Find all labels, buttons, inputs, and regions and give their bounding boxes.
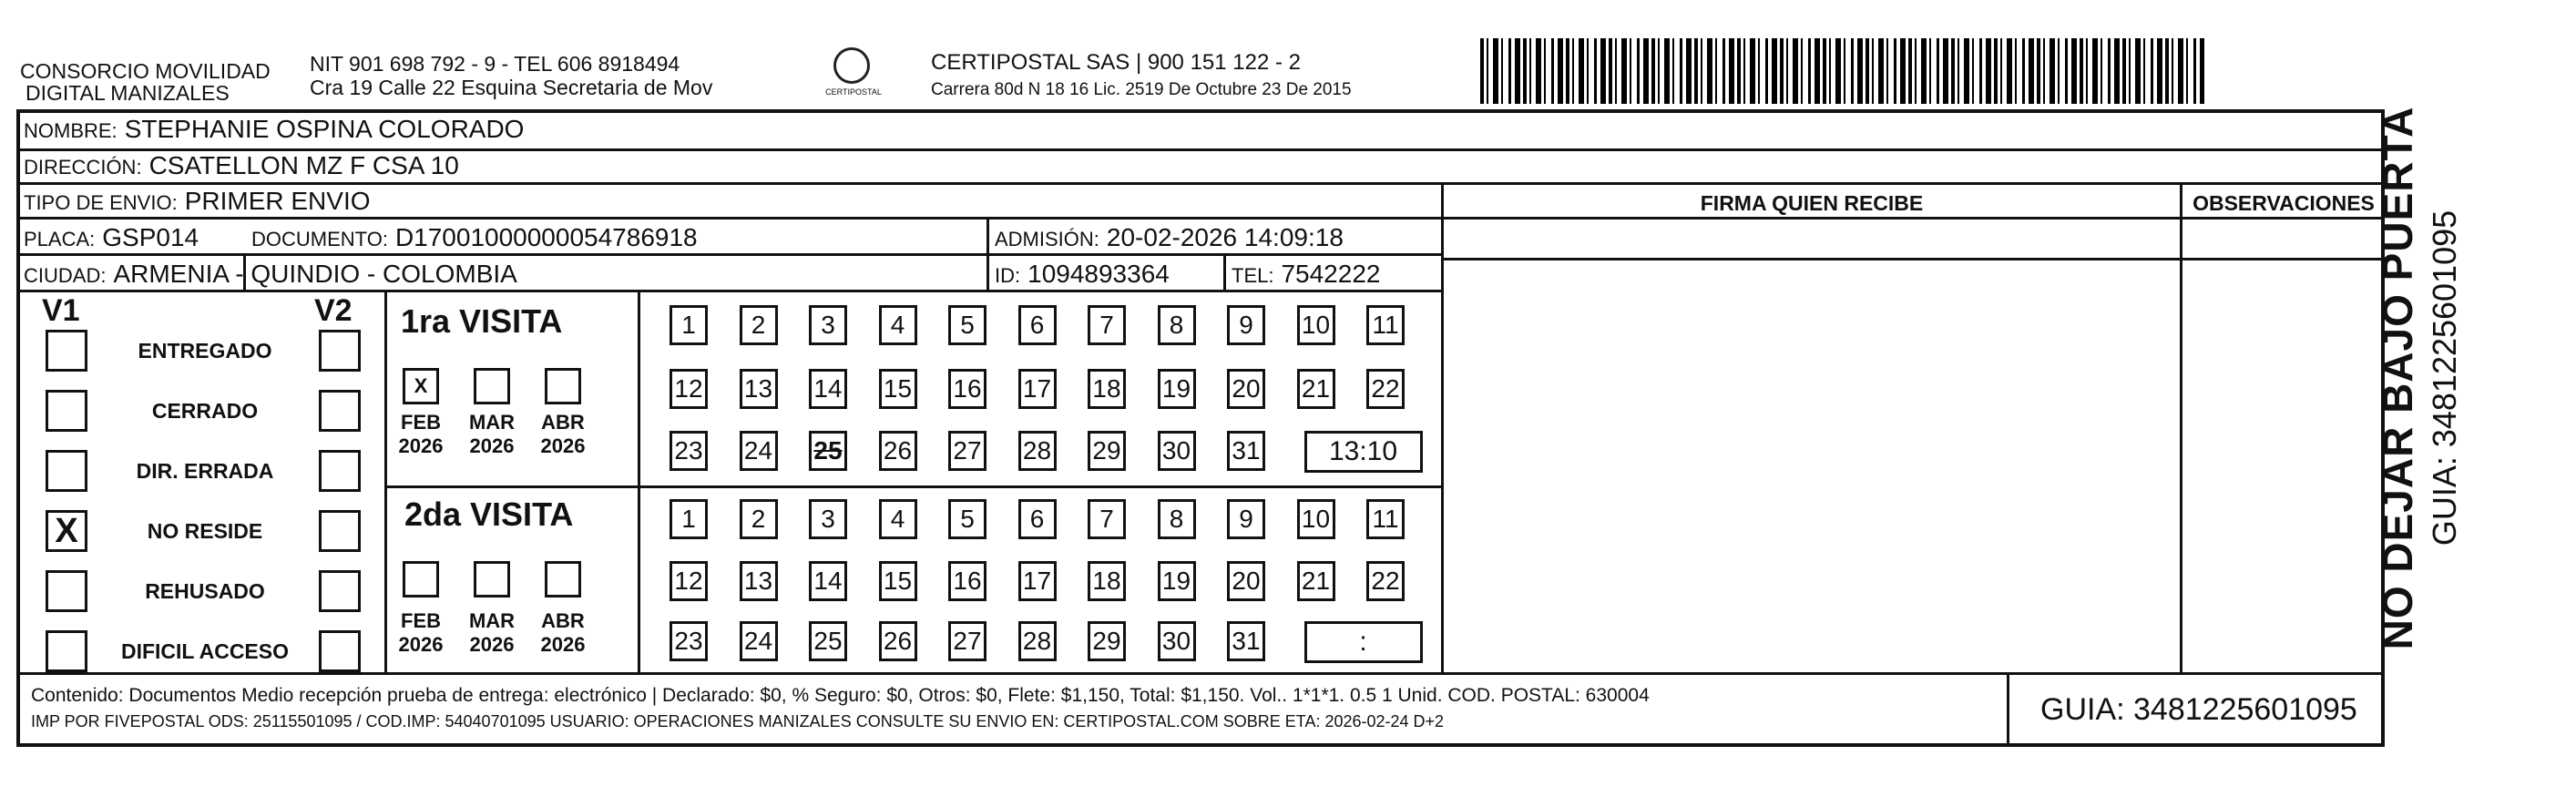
visit1-day-6[interactable]: 6: [1018, 305, 1057, 345]
admission-label: ADMISIÓN:: [995, 228, 1099, 250]
status-reason-label: REHUSADO: [145, 579, 265, 603]
visit2-month-checkbox[interactable]: [474, 561, 510, 598]
visit1-time-field[interactable]: 13:10: [1304, 431, 1423, 473]
id-value: 1094893364: [1027, 260, 1170, 288]
no-under-door-warning: NO DEJAR BAJO PUERTA: [2374, 106, 2421, 650]
visit1-day-9[interactable]: 9: [1227, 305, 1265, 345]
visit2-day-6[interactable]: 6: [1018, 499, 1057, 539]
visit2-day-15[interactable]: 15: [879, 561, 917, 601]
v1-header: V1: [42, 293, 80, 328]
signature-header: FIRMA QUIEN RECIBE: [1700, 191, 1924, 215]
status-reason-label: DIFICIL ACCESO: [120, 639, 289, 663]
visit1-day-1[interactable]: 1: [670, 305, 708, 345]
visit1-day-21[interactable]: 21: [1297, 369, 1335, 409]
courier-line: CERTIPOSTAL SAS | 900 151 122 - 2: [931, 50, 1301, 75]
visit1-day-10[interactable]: 10: [1297, 305, 1335, 345]
city-field: [24, 260, 517, 289]
visit2-day-7[interactable]: 7: [1088, 499, 1126, 539]
visit2-day-12[interactable]: 12: [670, 561, 708, 601]
visit2-day-21[interactable]: 21: [1297, 561, 1335, 601]
visit1-month-label: ABR: [541, 411, 585, 434]
visit2-day-26[interactable]: 26: [879, 621, 917, 661]
visit2-day-2[interactable]: 2: [740, 499, 778, 539]
visit2-month-label: ABR: [541, 609, 585, 632]
v2-checkbox[interactable]: [319, 630, 361, 672]
certipostal-logo: [824, 47, 883, 106]
courier-address: Carrera 80d N 18 16 Lic. 2519 De Octubre 23 De 2015: [931, 80, 1352, 99]
visit1-day-14[interactable]: 14: [809, 369, 847, 409]
address-label: DIRECCIÓN:: [24, 156, 142, 179]
visit2-day-14[interactable]: 14: [809, 561, 847, 601]
visit1-year-label: 2026: [469, 434, 515, 457]
visit1-day-15[interactable]: 15: [879, 369, 917, 409]
observations-header: OBSERVACIONES: [2193, 191, 2375, 215]
city-value: ARMENIA - QUINDIO - COLOMBIA: [113, 260, 517, 288]
v2-checkbox[interactable]: [319, 330, 361, 372]
visit2-title: 2da VISITA: [404, 495, 574, 533]
visit2-year-label: 2026: [540, 633, 586, 656]
visit1-day-24[interactable]: 24: [740, 431, 778, 471]
visit2-day-23[interactable]: 23: [670, 621, 708, 661]
visit2-day-13[interactable]: 13: [740, 561, 778, 601]
visit2-day-16[interactable]: 16: [948, 561, 986, 601]
visit2-day-29[interactable]: 29: [1088, 621, 1126, 661]
visit1-day-16[interactable]: 16: [948, 369, 986, 409]
visit1-year-label: 2026: [540, 434, 586, 457]
id-field: [995, 260, 1170, 289]
visit1-day-4[interactable]: 4: [879, 305, 917, 345]
status-reason-label: NO RESIDE: [147, 519, 263, 543]
document-field: [251, 223, 698, 252]
visit1-day-2[interactable]: 2: [740, 305, 778, 345]
v1-checkbox[interactable]: [46, 390, 87, 432]
company-name-line2: DIGITAL MANIZALES: [26, 81, 230, 105]
v1-checkbox[interactable]: [46, 570, 87, 612]
visit2-day-10[interactable]: 10: [1297, 499, 1335, 539]
visit1-day-20[interactable]: 20: [1227, 369, 1265, 409]
visit2-day-24[interactable]: 24: [740, 621, 778, 661]
visit2-day-25[interactable]: 25: [809, 621, 847, 661]
visit1-month-label: MAR: [468, 411, 516, 434]
name-field: [24, 115, 524, 144]
visit1-day-30[interactable]: 30: [1158, 431, 1196, 471]
visit1-month-label: FEB: [401, 411, 441, 434]
visit1-day-3[interactable]: 3: [809, 305, 847, 345]
visit2-day-5[interactable]: 5: [948, 499, 986, 539]
visit2-day-28[interactable]: 28: [1018, 621, 1057, 661]
v1-checkbox[interactable]: [46, 630, 87, 672]
visit1-day-13[interactable]: 13: [740, 369, 778, 409]
document-value: D17001000000054786918: [394, 223, 698, 251]
ship-type-value: PRIMER ENVIO: [184, 187, 371, 215]
status-reason-label: CERRADO: [151, 399, 259, 423]
visit1-day-26[interactable]: 26: [879, 431, 917, 471]
visit1-month-checkbox[interactable]: [545, 368, 581, 404]
visit2-day-31[interactable]: 31: [1227, 621, 1265, 661]
visit2-month-checkbox[interactable]: [545, 561, 581, 598]
visit2-day-4[interactable]: 4: [879, 499, 917, 539]
visit1-day-7[interactable]: 7: [1088, 305, 1126, 345]
visit2-day-8[interactable]: 8: [1158, 499, 1196, 539]
visit1-day-29[interactable]: 29: [1088, 431, 1126, 471]
nit-line: NIT 901 698 792 - 9 - TEL 606 8918494: [310, 52, 680, 76]
visit1-day-19[interactable]: 19: [1158, 369, 1196, 409]
barcode: [1480, 38, 2204, 104]
visit1-day-28[interactable]: 28: [1018, 431, 1057, 471]
visit2-day-9[interactable]: 9: [1227, 499, 1265, 539]
visit2-day-18[interactable]: 18: [1088, 561, 1126, 601]
guia-number: GUIA: 3481225601095: [2040, 692, 2357, 727]
logo-text: CERTIPOSTAL: [825, 87, 882, 97]
visit1-month-checkbox[interactable]: [474, 368, 510, 404]
visit2-day-11[interactable]: 11: [1366, 499, 1405, 539]
v1-checkbox[interactable]: [46, 450, 87, 492]
visit2-day-20[interactable]: 20: [1227, 561, 1265, 601]
logo-mark-icon: [833, 47, 870, 84]
v2-checkbox[interactable]: [319, 450, 361, 492]
visit2-month-label: MAR: [468, 609, 516, 632]
visit2-time-field[interactable]: :: [1304, 621, 1423, 663]
v2-checkbox[interactable]: [319, 510, 361, 552]
content-line: Contenido: Documentos Medio recepción prueba de entrega: electrónico | Declarado: $0, % Seguro: $0, Otros: $0, Flete: $1,150, Total: $1,150. Vol.. 1*1*1. 0.5 1 Unid. COD. POSTAL: 630004: [31, 685, 1650, 706]
signature-area[interactable]: [1446, 264, 2175, 667]
visit1-title: 1ra VISITA: [401, 302, 563, 340]
tel-field: [1232, 260, 1380, 289]
city-label: CIUDAD:: [24, 264, 107, 287]
address-field: [24, 151, 459, 180]
visit2-day-19[interactable]: 19: [1158, 561, 1196, 601]
visit1-day-5[interactable]: 5: [948, 305, 986, 345]
visit1-day-22[interactable]: 22: [1366, 369, 1405, 409]
visit1-day-17[interactable]: 17: [1018, 369, 1057, 409]
v2-header: V2: [314, 293, 353, 328]
observations-area[interactable]: [2186, 264, 2381, 667]
plate-field: [24, 223, 199, 252]
name-label: NOMBRE:: [24, 119, 118, 142]
v2-checkbox[interactable]: [319, 570, 361, 612]
visit1-year-label: 2026: [398, 434, 444, 457]
visit2-year-label: 2026: [398, 633, 444, 656]
recipient-address: CSATELLON MZ F CSA 10: [148, 151, 459, 179]
visit1-day-11[interactable]: 11: [1366, 305, 1405, 345]
admission-field: [995, 223, 1344, 252]
admission-value: 20-02-2026 14:09:18: [1106, 223, 1344, 251]
company-address: Cra 19 Calle 22 Esquina Secretaria de Mov: [310, 76, 713, 99]
visit2-day-17[interactable]: 17: [1018, 561, 1057, 601]
visit2-day-22[interactable]: 22: [1366, 561, 1405, 601]
visit1-day-25[interactable]: 25: [809, 431, 847, 471]
document-label: DOCUMENTO:: [251, 228, 388, 250]
v1-checkbox[interactable]: [46, 330, 87, 372]
plate-label: PLACA:: [24, 228, 96, 250]
status-reason-label: ENTREGADO: [138, 339, 272, 363]
visit1-day-12[interactable]: 12: [670, 369, 708, 409]
visit1-month-checkbox[interactable]: X: [403, 368, 439, 404]
visit2-day-27[interactable]: 27: [948, 621, 986, 661]
status-reason-label: DIR. ERRADA: [136, 459, 274, 483]
imp-line: IMP POR FIVEPOSTAL ODS: 25115501095 / COD.IMP: 54040701095 USUARIO: OPERACIONES MANIZALES CONSULTE SU ENVIO EN: CERTIPOSTAL.COM SOBRE ETA: 2026-02-24 D+2: [31, 712, 1445, 730]
visit1-day-8[interactable]: 8: [1158, 305, 1196, 345]
ship-type-field: [24, 187, 371, 216]
ship-type-label: TIPO DE ENVIO:: [24, 191, 178, 214]
visit2-month-label: FEB: [401, 609, 441, 632]
visit2-month-checkbox[interactable]: [403, 561, 439, 598]
company-name-line1: CONSORCIO MOVILIDAD: [20, 59, 271, 83]
side-guia-number: GUIA: 3481225601095: [2426, 209, 2463, 547]
visit2-day-3[interactable]: 3: [809, 499, 847, 539]
visit1-day-31[interactable]: 31: [1227, 431, 1265, 471]
visit1-day-18[interactable]: 18: [1088, 369, 1126, 409]
plate-value: GSP014: [102, 223, 199, 251]
recipient-name: STEPHANIE OSPINA COLORADO: [124, 115, 525, 143]
visit2-year-label: 2026: [469, 633, 515, 656]
visit1-day-23[interactable]: 23: [670, 431, 708, 471]
tel-label: TEL:: [1232, 264, 1274, 287]
visit1-day-27[interactable]: 27: [948, 431, 986, 471]
side-stamp: [2373, 107, 2464, 650]
id-label: ID:: [995, 264, 1021, 287]
v2-checkbox[interactable]: [319, 390, 361, 432]
v1-checkbox[interactable]: X: [46, 510, 87, 552]
visit2-day-1[interactable]: 1: [670, 499, 708, 539]
tel-value: 7542222: [1281, 260, 1381, 288]
visit2-day-30[interactable]: 30: [1158, 621, 1196, 661]
